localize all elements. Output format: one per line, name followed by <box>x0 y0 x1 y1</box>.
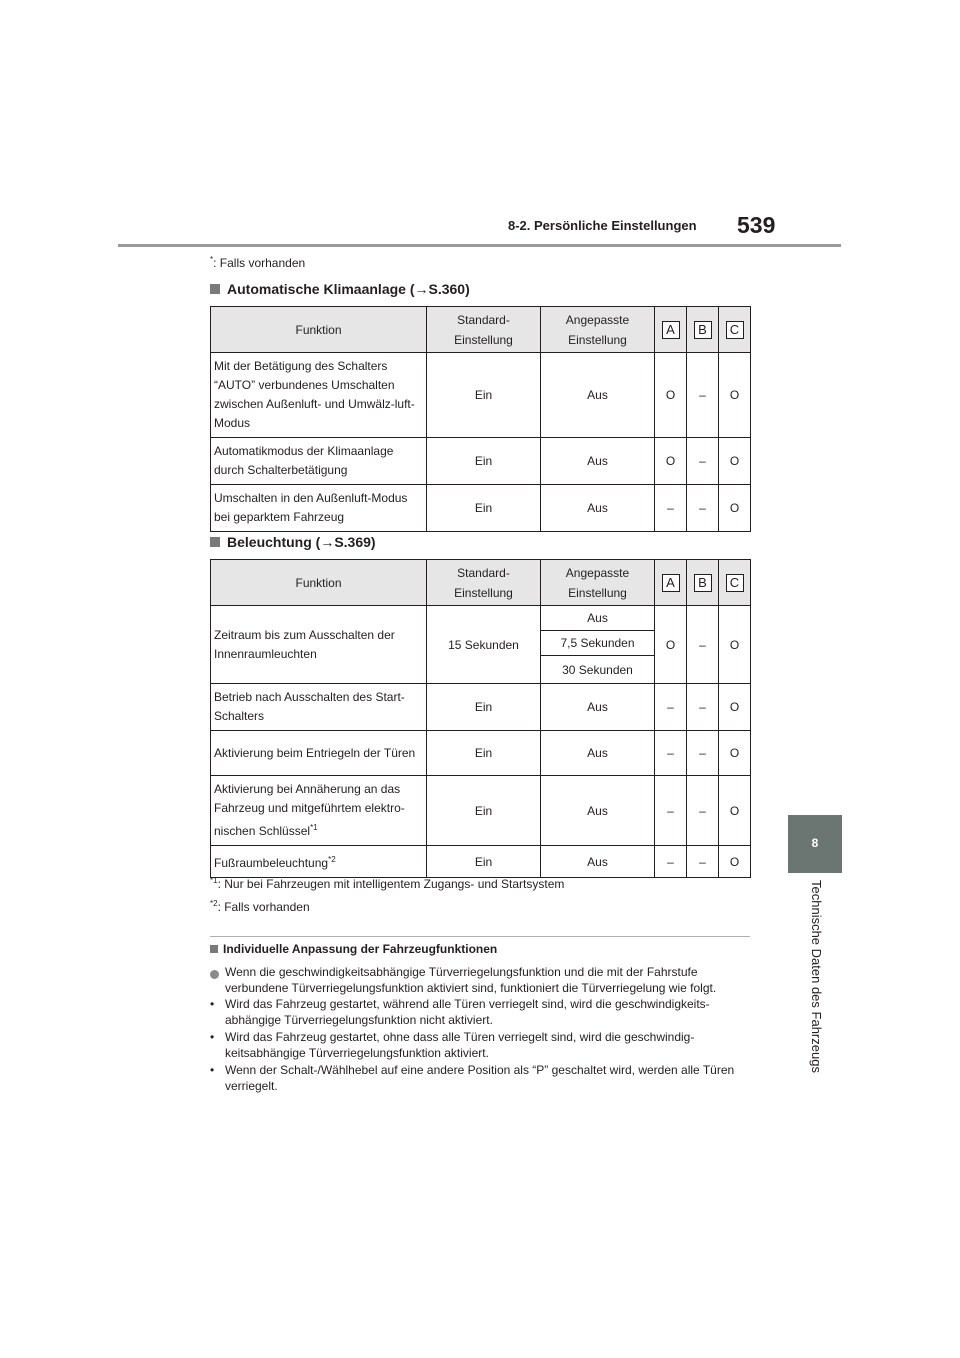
cell-funktion: Aktivierung beim Entriegeln der Türen <box>211 731 427 776</box>
cell-c: O <box>719 438 751 485</box>
col-header-c: C <box>726 321 744 339</box>
bullet-text: Wenn der Schalt-/Wählhebel auf eine andere Position als “P” geschaltet wird, werden alle Türen verriegelt. <box>225 1063 735 1093</box>
col-header-standard: Standard- Einstellung <box>427 560 541 606</box>
section-heading-lighting <box>210 534 376 550</box>
cell-b: – <box>687 485 719 532</box>
footnote-mark: *1 <box>210 876 218 885</box>
table-row <box>211 684 751 731</box>
cell-standard: Ein <box>427 353 541 438</box>
cell-standard: 15 Sekunden <box>427 606 541 684</box>
info-title: Individuelle Anpassung der Fahrzeugfunktionen <box>223 942 498 956</box>
cell-b: – <box>687 731 719 776</box>
cell-funktion: Automatikmodus der Klimaanlage durch Schalterbetätigung <box>211 438 427 485</box>
note-mark: * <box>210 255 214 264</box>
bullet-mark: • <box>210 997 215 1011</box>
table-row <box>211 606 751 631</box>
square-bullet-icon <box>210 945 218 953</box>
cell-b: – <box>687 846 719 878</box>
info-bullet <box>210 1029 755 1061</box>
cell-a: – <box>655 731 687 776</box>
square-bullet-icon <box>210 537 220 547</box>
cell-standard: Ein <box>427 438 541 485</box>
table-row <box>211 731 751 776</box>
section-title: Automatische Klimaanlage (→S.360) <box>227 281 470 297</box>
cell-funktion: Mit der Betätigung des Schalters “AUTO” verbundenes Umschalten zwischen Außenluft- und Umwälz-luft-Modus <box>211 353 427 438</box>
info-heading <box>210 942 497 956</box>
page-number: 539 <box>737 212 776 238</box>
cell-c: O <box>719 846 751 878</box>
cell-funktion: Zeitraum bis zum Ausschalten der Innenraumleuchten <box>211 606 427 684</box>
chapter-tab-number: 8 <box>811 836 819 850</box>
table-header-row <box>211 307 751 353</box>
col-header-funktion: Funktion <box>211 307 427 353</box>
section-title: Beleuchtung (→S.369) <box>227 534 376 550</box>
footnote-ref: *2 <box>328 855 336 864</box>
note-text: : Falls vorhanden <box>213 256 306 270</box>
square-bullet-icon <box>210 284 220 294</box>
cell-funktion: Betrieb nach Ausschalten des Start-Schalters <box>211 684 427 731</box>
cell-c: O <box>719 353 751 438</box>
cell-funktion <box>211 776 427 846</box>
cell-a: – <box>655 846 687 878</box>
cell-angepasst: Aus <box>541 776 655 846</box>
lighting-table <box>210 559 751 878</box>
table-row <box>211 485 751 532</box>
cell-standard: Ein <box>427 684 541 731</box>
col-header-b: B <box>694 321 712 339</box>
circle-bullet-icon <box>210 970 219 979</box>
footnote-1 <box>210 876 564 891</box>
table-row <box>211 353 751 438</box>
section-heading-climate <box>210 281 470 297</box>
table-row <box>211 846 751 878</box>
cell-angepasst-option: 30 Sekunden <box>541 656 655 684</box>
cell-a: O <box>655 353 687 438</box>
cell-standard: Ein <box>427 776 541 846</box>
cell-funktion-text: Fußraumbeleuchtung <box>214 856 329 870</box>
cell-funktion-text: Aktivierung bei Annäherung an das Fahrzeug und mitgeführtem elektro-nischen Schlüssel <box>214 782 405 838</box>
table-row <box>211 776 751 846</box>
table-row <box>211 438 751 485</box>
footnote-text: : Nur bei Fahrzeugen mit intelligentem Zugangs- und Startsystem <box>217 877 565 891</box>
cell-angepasst: Aus <box>541 353 655 438</box>
col-header-c: C <box>726 574 744 592</box>
bullet-text: Wird das Fahrzeug gestartet, während alle Türen verriegelt sind, wird die geschwindigkeits-abhängige Türverriegelungsfunktion nicht aktiviert. <box>225 997 710 1027</box>
cell-b: – <box>687 438 719 485</box>
cell-funktion <box>211 846 427 878</box>
cell-a: – <box>655 485 687 532</box>
info-bullet <box>210 996 755 1028</box>
cell-b: – <box>687 684 719 731</box>
footnote-mark: *2 <box>210 899 218 908</box>
cell-angepasst-option: 7,5 Sekunden <box>541 631 655 656</box>
table-header-row <box>211 560 751 606</box>
chapter-tab-label: Technische Daten des Fahrzeugs <box>809 880 824 1073</box>
cell-standard: Ein <box>427 846 541 878</box>
info-divider <box>210 936 750 937</box>
cell-a: – <box>655 776 687 846</box>
cell-angepasst-option: Aus <box>541 606 655 631</box>
footnote-ref: *1 <box>310 823 318 832</box>
cell-b: – <box>687 606 719 684</box>
cell-a: – <box>655 684 687 731</box>
col-header-a: A <box>662 574 680 592</box>
note-top <box>210 255 305 270</box>
climate-table <box>210 306 751 532</box>
cell-c: O <box>719 684 751 731</box>
info-lead-text: Wenn die geschwindigkeitsabhängige Türverriegelungsfunktion und die mit der Fahrstufe verbundene Türverriegelungsfunktion aktiviert sind, funktioniert die Türverriegelung wie folgt. <box>225 965 717 995</box>
cell-funktion: Umschalten in den Außenluft-Modus bei geparktem Fahrzeug <box>211 485 427 532</box>
info-bullet <box>210 1062 755 1094</box>
header-section-title: 8-2. Persönliche Einstellungen <box>508 218 697 233</box>
col-header-standard: Standard- Einstellung <box>427 307 541 353</box>
col-header-angepasst: Angepasste Einstellung <box>541 560 655 606</box>
cell-standard: Ein <box>427 485 541 532</box>
footnote-text: : Falls vorhanden <box>217 900 310 914</box>
cell-angepasst: Aus <box>541 684 655 731</box>
cell-a: O <box>655 438 687 485</box>
col-header-funktion: Funktion <box>211 560 427 606</box>
bullet-mark: • <box>210 1063 215 1077</box>
col-header-angepasst: Angepasste Einstellung <box>541 307 655 353</box>
bullet-text: Wird das Fahrzeug gestartet, ohne dass alle Türen verriegelt sind, wird die geschwindig-keitsabhängige Türverriegelungsfunktion aktiviert. <box>225 1030 695 1060</box>
header-divider <box>118 244 841 247</box>
cell-c: O <box>719 776 751 846</box>
cell-angepasst: Aus <box>541 485 655 532</box>
col-header-a: A <box>662 321 680 339</box>
cell-c: O <box>719 485 751 532</box>
cell-standard: Ein <box>427 731 541 776</box>
cell-angepasst: Aus <box>541 731 655 776</box>
cell-b: – <box>687 353 719 438</box>
cell-c: O <box>719 606 751 684</box>
cell-b: – <box>687 776 719 846</box>
cell-c: O <box>719 731 751 776</box>
bullet-mark: • <box>210 1030 215 1044</box>
cell-angepasst: Aus <box>541 846 655 878</box>
col-header-b: B <box>694 574 712 592</box>
cell-a: O <box>655 606 687 684</box>
footnote-2 <box>210 899 310 914</box>
cell-angepasst: Aus <box>541 438 655 485</box>
info-lead <box>210 964 755 996</box>
